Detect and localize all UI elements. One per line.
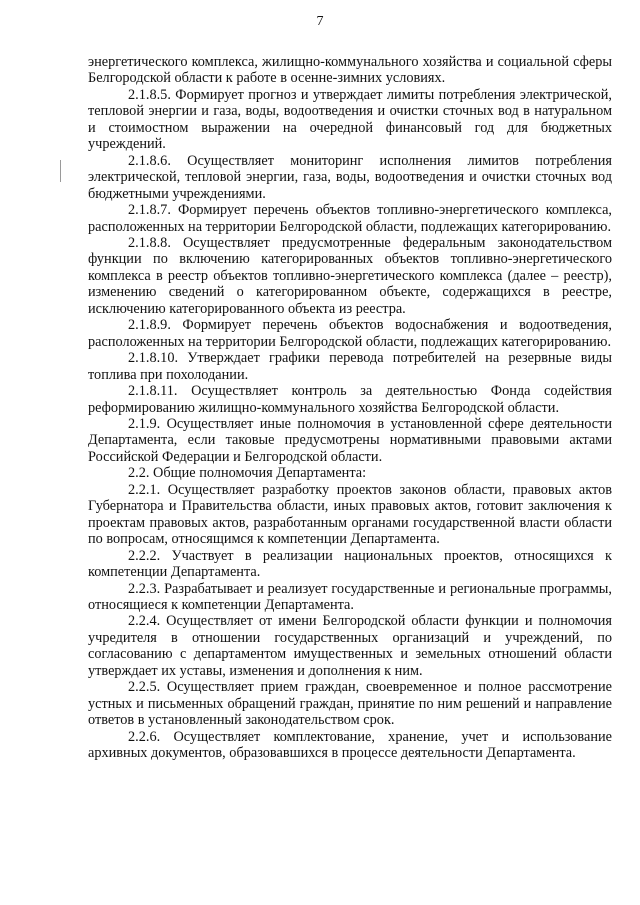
paragraph-2-1-8-6: 2.1.8.6. Осуществляет мониторинг исполнения лимитов потребления электрической, тепловой энергии, газа, воды, водоотведения и очистки сточных вод бюджетными учреждениями.	[88, 152, 612, 202]
paragraph-2-2-2: 2.2.2. Участвует в реализации национальных проектов, относящихся к компетенции Департамента.	[88, 547, 612, 581]
paragraph-2-2-4: 2.2.4. Осуществляет от имени Белгородской области функции и полномочия учредителя в отношении государственных организаций и учреждений, по согласованию с департаментом имущественных и земельных отношений области утверждает их уставы, изменения и дополнения к ним.	[88, 613, 612, 679]
paragraph-2-1-8-11: 2.1.8.11. Осуществляет контроль за деятельностью Фонда содействия реформированию жилищно-коммунального хозяйства Белгородской области.	[88, 383, 612, 416]
document-body	[88, 54, 612, 761]
paragraph-2-1-8-8: 2.1.8.8. Осуществляет предусмотренные федеральным законодательством функции по включению категорированных объектов топливно-энергетического комплекса в реестр объектов топливно-энергетического комплекса (далее – реестр), изменению сведений о категорированном объекте, содержащихся в реестре, исключению категорированного объекта из реестра.	[88, 234, 612, 317]
paragraph-2-1-8-9: 2.1.8.9. Формирует перечень объектов водоснабжения и водоотведения, расположенных на территории Белгородской области, подлежащих категорированию.	[88, 317, 612, 350]
paragraph-2-2-5: 2.2.5. Осуществляет прием граждан, своевременное и полное рассмотрение устных и письменных обращений граждан, принятие по ним решений и направление ответов в установленный законодательством срок.	[88, 679, 612, 729]
paragraph-2-2-1: 2.2.1. Осуществляет разработку проектов законов области, правовых актов Губернатора и Правительства области, иных правовых актов, готовит заключения к проектам правовых актов, разработанным органами государственной власти области по вопросам, относящимся к компетенции Департамента.	[88, 481, 612, 548]
paragraph-2-1-9: 2.1.9. Осуществляет иные полномочия в установленной сфере деятельности Департамента, если таковые предусмотрены нормативными правовыми актами Российской Федерации и Белгородской области.	[88, 415, 612, 465]
paragraph-2-2-6: 2.2.6. Осуществляет комплектование, хранение, учет и использование архивных документов, образовавшихся в процессе деятельности Департамента.	[88, 728, 612, 762]
page-number: 7	[316, 14, 324, 29]
paragraph-2-1-8-7: 2.1.8.7. Формирует перечень объектов топливно-энергетического комплекса, расположенных на территории Белгородской области, подлежащих категорированию.	[88, 202, 612, 235]
paragraph-2-1-8-10: 2.1.8.10. Утверждает графики перевода потребителей на резервные виды топлива при похолодании.	[88, 350, 612, 383]
paragraph-2-2-heading: 2.2. Общие полномочия Департамента:	[128, 465, 367, 482]
paragraph-continuation: энергетического комплекса, жилищно-коммунального хозяйства и социальной сферы Белгородской области к работе в осенне-зимних условиях.	[88, 54, 612, 87]
paragraph-2-2-3: 2.2.3. Разрабатывает и реализует государственные и региональные программы, относящиеся к компетенции Департамента.	[88, 580, 612, 613]
margin-mark	[60, 160, 61, 182]
paragraph-2-1-8-5: 2.1.8.5. Формирует прогноз и утверждает лимиты потребления электрической, тепловой энергии и газа, воды, водоотведения и очистки сточных вод в натуральном и стоимостном выражении на очередной финансовый год для бюджетных учреждений.	[88, 86, 612, 153]
